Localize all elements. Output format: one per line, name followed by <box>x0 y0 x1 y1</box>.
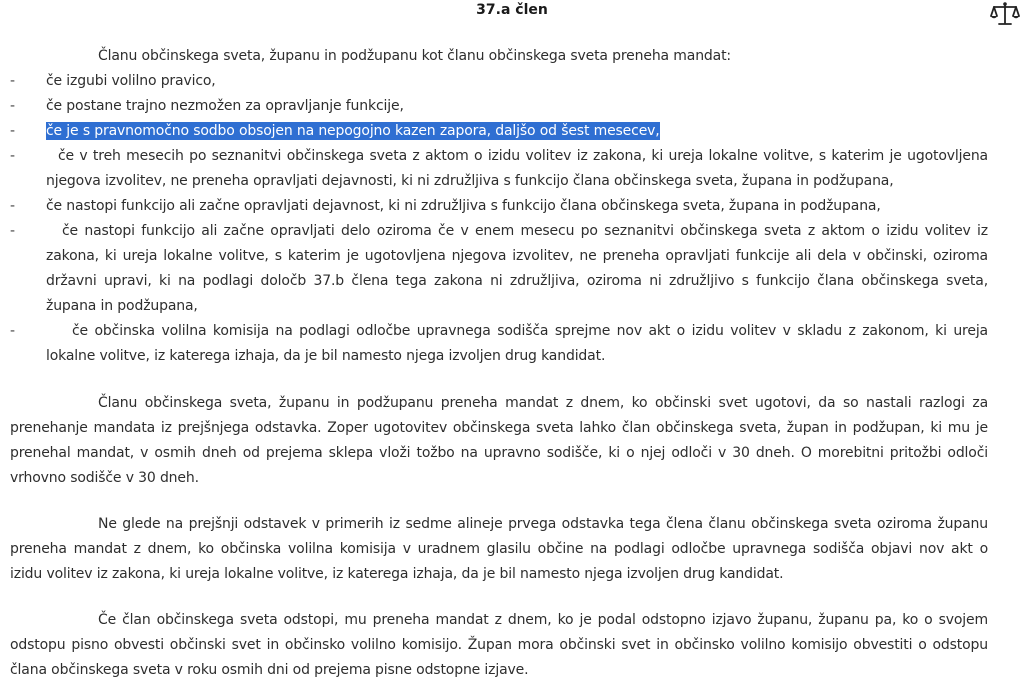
intro-text: Članu občinskega sveta, županu in podžupanu kot članu občinskega sveta preneha mandat: <box>98 48 731 64</box>
list-item-text: če občinska volilna komisija na podlagi odločbe upravnega sodišča sprejme nov akt o izidu volitev v skladu z zakonom, ki ureja <box>72 323 988 339</box>
list-item-continuation <box>10 344 1012 369</box>
selected-text[interactable]: če je s pravnomočno sodbo obsojen na nepogojno kazen zapora, daljšo od šest mesecev, <box>46 123 660 139</box>
list-item-text: če nastopi funkcijo ali začne opravljati delo oziroma če v enem mesecu po seznanitvi občinskega sveta z aktom o izidu volitev iz <box>62 223 988 239</box>
paragraph-line <box>10 512 988 537</box>
bullet-dash: - <box>10 148 15 164</box>
paragraph-text: izidu volitev iz zakona, ki ureja lokalne volitve, iz katerega izhaja, da je bil namesto njega izvoljen drug kandidat. <box>10 566 784 582</box>
bullet-dash: - <box>10 73 15 89</box>
paragraph-line <box>10 658 1012 683</box>
document-body <box>10 44 1012 683</box>
intro-line <box>10 44 1012 69</box>
list-item <box>10 69 1012 94</box>
list-item-text: če nastopi funkcijo ali začne opravljati dejavnost, ki ni združljiva s funkcijo člana občinskega sveta, župana in podžupana, <box>46 198 881 214</box>
paragraph-line <box>10 633 988 658</box>
list-item-text: lokalne volitve, iz katerega izhaja, da je bil namesto njega izvoljen drug kandidat. <box>46 348 606 364</box>
paragraph-line <box>10 416 988 441</box>
paragraph-text: Članu občinskega sveta, županu in podžupanu preneha mandat z dnem, ko občinski svet ugotovi, da so nastali razlogi za <box>98 395 988 411</box>
list-item-text: župana in podžupana, <box>46 298 198 314</box>
paragraph-line <box>10 391 988 416</box>
list-item <box>10 144 988 169</box>
bullet-dash: - <box>10 198 15 214</box>
paragraph-text: prenehal mandat, v osmih dneh od prejema sklepa vloži tožbo na upravno sodišče, ki o njej odloči v 30 dneh. O morebitni pritožbi odloči <box>10 445 988 461</box>
list-item <box>10 219 988 244</box>
paragraph-line <box>10 466 1012 491</box>
bullet-dash: - <box>10 323 15 339</box>
paragraph-text: Ne glede na prejšnji odstavek v primerih iz sedme alineje prvega odstavka tega člena članu občinskega sveta oziroma županu <box>98 516 988 532</box>
paragraph-text: preneha mandat z dnem, ko občinska volilna komisija v uradnem glasilu občine na podlagi odločbe upravnega sodišča objavi nov akt o <box>10 541 988 557</box>
paragraph-text: odstopu pisno obvesti občinski svet in občinsko volilno komisijo. Župan mora občinski svet in občinsko volilno komisijo obvestiti o odstopu <box>10 637 988 653</box>
paragraph-line <box>10 537 988 562</box>
list-item-text: državni upravi, ki na podlagi določb 37.b člena tega zakona ni združljiva, oziroma ni združljivo s funkcijo člana občinskega sveta, <box>46 273 988 289</box>
list-item-text: če v treh mesecih po seznanitvi občinskega sveta z aktom o izidu volitev iz zakona, ki ureja lokalne volitve, s katerim je ugotovljena <box>58 148 988 164</box>
paragraph-line <box>10 608 988 633</box>
list-item <box>10 194 1012 219</box>
article-title: 37.a člen <box>476 2 548 18</box>
list-item-continuation <box>10 244 988 269</box>
paragraph-text: Če član občinskega sveta odstopi, mu preneha mandat z dnem, ko je podal odstopno izjavo županu, županu pa, ko o svojem <box>98 612 988 628</box>
paragraph-text: prenehanje mandata iz prejšnjega odstavka. Zoper ugotovitev občinskega sveta lahko član občinskega sveta, župan in podžupan, ki mu je <box>10 420 988 436</box>
scale-icon[interactable] <box>990 1 1020 27</box>
bullet-dash: - <box>10 123 15 139</box>
paragraph-text: vrhovno sodišče v 30 dneh. <box>10 470 199 486</box>
list-item-continuation <box>10 294 1012 319</box>
list-item-text: njegova izvolitev, ne preneha opravljati dejavnosti, ki ni združljiva s funkcijo člana občinskega sveta, župana in podžupana, <box>46 173 894 189</box>
list-item-text: če postane trajno nezmožen za opravljanje funkcije, <box>46 98 404 114</box>
list-item <box>10 94 1012 119</box>
bullet-dash: - <box>10 98 15 114</box>
list-item-selected[interactable] <box>10 119 1012 144</box>
paragraph-text: člana občinskega sveta v roku osmih dni od prejema pisne odstopne izjave. <box>10 662 529 678</box>
list-item-text: zakona, ki ureja lokalne volitve, s katerim je ugotovljena njegova izvolitev, ne preneha opravljati funkcije ali dela v občinski, oziroma <box>46 248 988 264</box>
list-item-text: če izgubi volilno pravico, <box>46 73 216 89</box>
paragraph-line <box>10 441 988 466</box>
list-item-continuation <box>10 269 988 294</box>
list-item <box>10 319 988 344</box>
list-item-continuation <box>10 169 1012 194</box>
bullet-dash: - <box>10 223 15 239</box>
paragraph-line <box>10 562 1012 587</box>
